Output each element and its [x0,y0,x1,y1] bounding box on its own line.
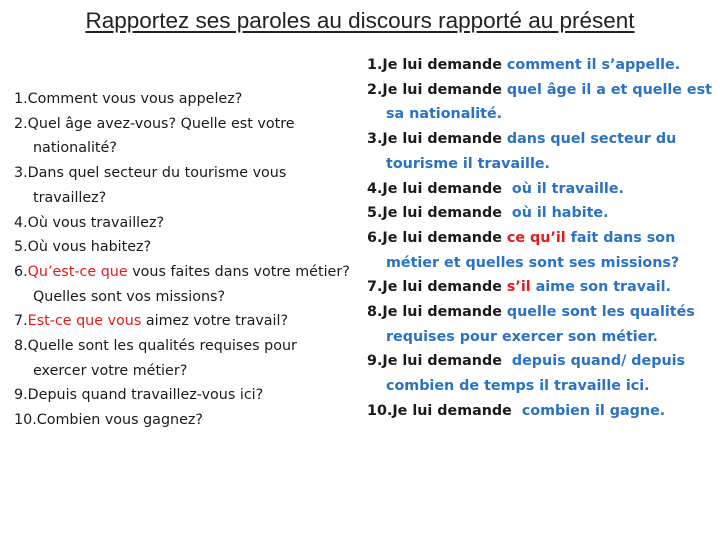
question-item [14,87,354,112]
answer-item [367,399,715,424]
text-segment: 10.Je lui demande [367,402,522,419]
text-segment: 2.Quel âge avez-vous? Quelle est votre nationalité? [14,115,300,157]
question-item [14,408,354,433]
answer-item [367,226,715,275]
red-text-segment: ce qu’il [506,229,566,246]
questions-list [14,87,354,433]
blue-text-segment: depuis quand/ depuis combien de temps il travaille ici. [386,353,691,395]
question-item [14,235,354,260]
text-segment: 7. [14,313,28,330]
blue-text-segment: combien il gagne. [521,402,666,419]
blue-text-segment: fait dans son métier et quelles sont ses missions? [386,229,681,271]
text-segment: 5.Je lui demande [367,205,512,222]
answer-item [367,53,715,78]
text-segment: 3.Dans quel secteur du tourisme vous travaillez? [14,165,291,206]
answers-list [367,53,715,424]
question-item [14,211,354,236]
answer-item [367,78,715,127]
answer-item [367,127,715,176]
text-segment: 8.Quelle sont les qualités requises pour exercer votre métier? [14,338,302,379]
text-segment: 5.Où vous habitez? [14,239,152,256]
answer-item [367,201,715,226]
text-segment: 4.Où vous travaillez? [14,214,165,231]
text-segment: aimez votre travail? [141,313,289,330]
question-item [14,309,354,334]
blue-text-segment: quelle sont les qualités requises pour exercer son métier. [386,304,700,345]
question-item [14,383,354,408]
text-segment: 6.Je lui demande [367,229,507,246]
red-text-segment: Est-ce que vous [27,313,142,330]
blue-text-segment: où il habite. [511,205,609,222]
text-segment: 1.Comment vous vous appelez? [14,91,243,107]
text-segment: 6. [14,263,28,280]
page-title: Rapportez ses paroles au discours rapporté au présent [85,8,635,33]
red-text-segment: Qu’est-ce que [27,263,128,280]
text-segment: vous faites dans votre métier? Quelles sont vos missions? [33,263,355,305]
blue-text-segment: quel âge il a et quelle est sa nationalité. [386,81,717,123]
answer-item [367,349,715,398]
text-segment: 10.Combien vous gagnez? [14,412,203,429]
answer-item [367,275,715,300]
text-segment: 3.Je lui demande [367,131,507,148]
blue-text-segment: dans quel secteur du tourisme il travaille. [386,131,682,172]
question-item [14,260,354,309]
text-segment: 9.Je lui demande [367,353,512,370]
blue-text-segment: comment il s’appelle. [506,57,681,73]
blue-text-segment: aime son travail. [530,279,671,296]
blue-text-segment: où il travaille. [511,180,624,197]
text-segment: 2.Je lui demande [367,81,507,98]
answer-item [367,300,715,349]
text-segment: 4.Je lui demande [367,180,512,197]
text-segment: 8.Je lui demande [367,304,507,321]
red-text-segment: s’il [506,279,531,296]
text-segment: 1.Je lui demande [367,57,507,73]
question-item [14,161,354,210]
answer-item [367,177,715,202]
text-segment: 9.Depuis quand travaillez-vous ici? [14,387,264,404]
question-item [14,112,354,161]
text-segment: 7.Je lui demande [367,279,507,296]
question-item [14,334,354,383]
